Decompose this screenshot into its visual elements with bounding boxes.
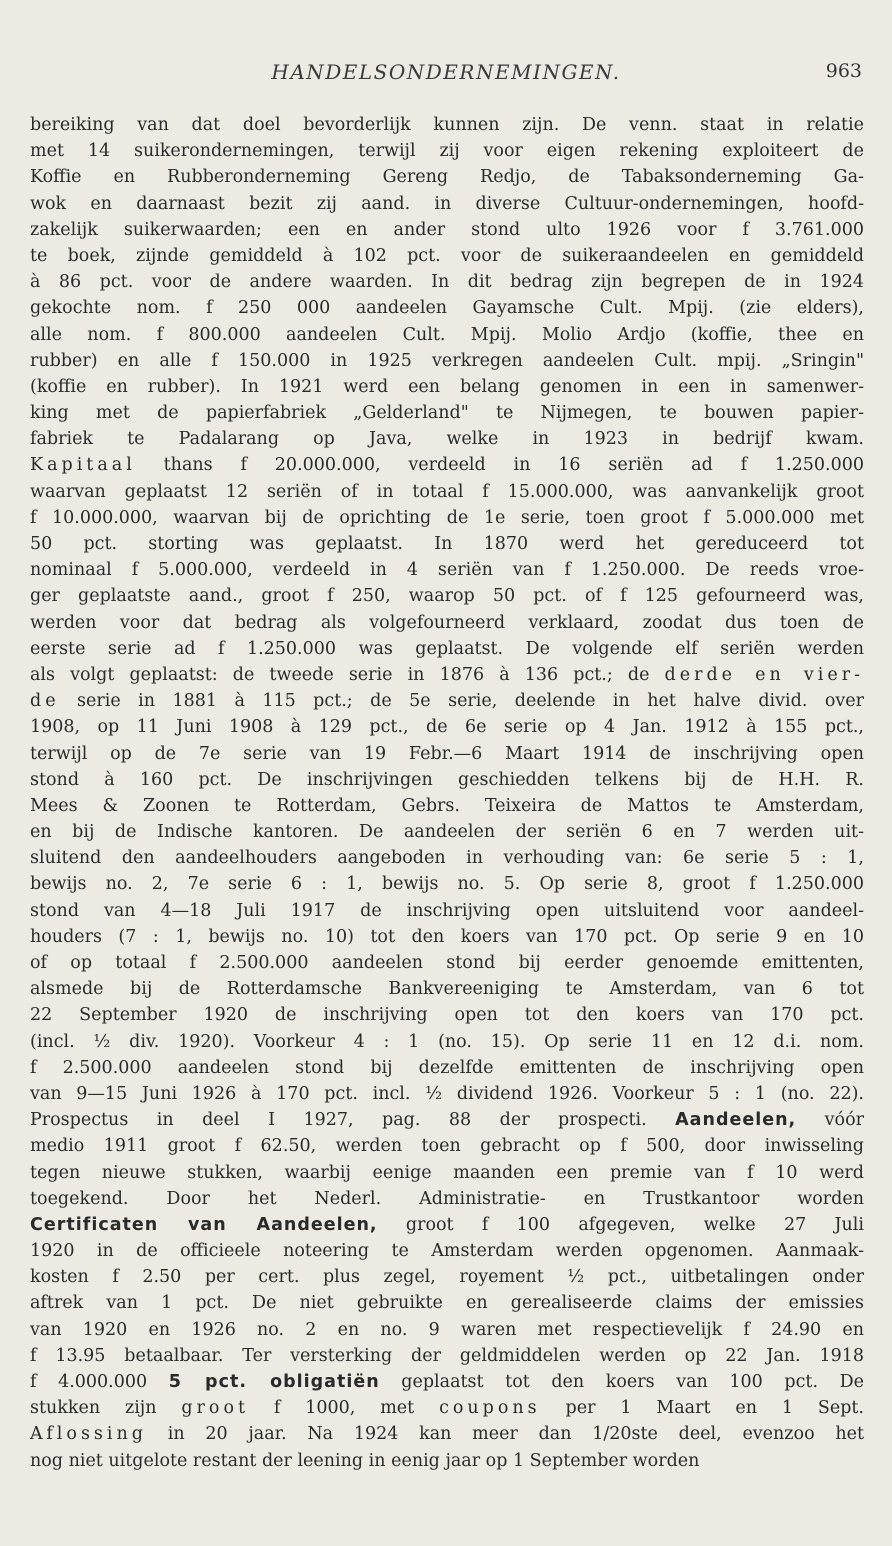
page-header [0, 60, 892, 90]
text-line: Mees & Zoonen te Rotterdam, Gebrs. Teixeira de Mattos te Amsterdam, [30, 795, 864, 816]
text-line: houders (7 : 1, bewijs no. 10) tot den koers van 170 pct. Op serie 9 en 10 [30, 926, 864, 947]
text-line: gekochte nom. f 250 000 aandeelen Gayamsche Cult. Mpij. (zie elders), [30, 298, 864, 319]
text-line: nominaal f 5.000.000, verdeeld in 4 seriën van f 1.250.000. De reeds vroe- [30, 560, 864, 581]
body-text [30, 112, 864, 1474]
bold-heading: 5 pct. obligatiën [168, 1372, 380, 1392]
text-line: terwijl op de 7e serie van 19 Febr.—6 Maart 1914 de inschrijving open [30, 743, 864, 764]
text-line: fabriek te Padalarang op Java, welke in 1923 in bedrijf kwam. [30, 429, 864, 450]
text-line: de serie in 1881 à 115 pct.; de 5e serie, deelende in het halve divid. over [30, 691, 864, 712]
bold-heading: Aandeelen, [675, 1110, 797, 1131]
text-line: stond à 160 pct. De inschrijvingen geschiedden telkens bij de H.H. R. [30, 769, 864, 790]
text-line: zakelijk suikerwaarden; een en ander stond ulto 1926 voor f 3.761.000 [30, 219, 864, 240]
text-line: werden voor dat bedrag als volgefourneerd verklaard, zoodat dus toen de [30, 612, 864, 633]
text-line: kosten f 2.50 per cert. plus zegel, royement ½ pct., uitbetalingen onder [30, 1267, 864, 1288]
text-line: Prospectus in deel I 1927, pag. 88 der prospecti. Aandeelen, vóór [30, 1110, 864, 1131]
text-line: van 1920 en 1926 no. 2 en no. 9 waren met respectievelijk f 24.90 en [30, 1319, 864, 1340]
spaced-emphasis: de [30, 691, 60, 712]
text-line: als volgt geplaatst: de tweede serie in 1876 à 136 pct.; de derde en vier- [30, 664, 864, 685]
text-line: alle nom. f 800.000 aandeelen Cult. Mpij. Molio Ardjo (koffie, thee en [30, 324, 864, 345]
running-title: HANDELSONDERNEMINGEN. [271, 60, 621, 84]
text-line: alsmede bij de Rotterdamsche Bankvereeniging te Amsterdam, van 6 tot [30, 979, 864, 1000]
bold-heading: Certificaten van Aandeelen, [30, 1214, 378, 1235]
text-line: nog niet uitgelote restant der leening in eenig jaar op 1 September worden [30, 1450, 700, 1471]
text-line: waarvan geplaatst 12 seriën of in totaal f 15.000.000, was aanvankelijk groot [30, 481, 864, 502]
text-line: tegen nieuwe stukken, waarbij eenige maanden een premie van f 10 werd [30, 1162, 864, 1183]
text-line: te boek, zijnde gemiddeld à 102 pct. voor de suikeraandeelen en gemiddeld [30, 245, 864, 266]
text-line: Certificaten van Aandeelen, groot f 100 afgegeven, welke 27 Juli [30, 1214, 864, 1235]
text-line: king met de papierfabriek „Gelderland" te Nijmegen, te bouwen papier- [30, 403, 864, 424]
text-line: van 9—15 Juni 1926 à 170 pct. incl. ½ dividend 1926. Voorkeur 5 : 1 (no. 22). [30, 1083, 864, 1104]
text-line: toegekend. Door het Nederl. Administratie- en Trustkantoor worden [30, 1188, 864, 1209]
text-line: f 4.000.000 5 pct. obligatiën geplaatst tot den koers van 100 pct. De [30, 1372, 864, 1392]
spaced-emphasis: coupons [439, 1398, 541, 1419]
text-line: met 14 suikerondernemingen, terwijl zij voor eigen rekening exploiteert de [30, 141, 864, 162]
text-line: sluitend den aandeelhouders aangeboden in verhouding van: 6e serie 5 : 1, [30, 848, 864, 869]
text-line: Kapitaal thans f 20.000.000, verdeeld in 16 seriën ad f 1.250.000 [30, 455, 864, 476]
text-line: ger geplaatste aand., groot f 250, waarop 50 pct. of f 125 gefourneerd was, [30, 586, 864, 607]
text-line: wok en daarnaast bezit zij aand. in diverse Cultuur-ondernemingen, hoofd- [30, 193, 864, 214]
text-line: f 2.500.000 aandeelen stond bij dezelfde emittenten de inschrijving open [30, 1057, 864, 1078]
text-line: 22 September 1920 de inschrijving open tot den koers van 170 pct. [30, 1005, 864, 1026]
text-line: Koffie en Rubberonderneming Gereng Redjo, de Tabaksonderneming Ga- [30, 167, 864, 188]
text-line: (koffie en rubber). In 1921 werd een belang genomen in een in samenwer- [30, 376, 864, 397]
text-line: medio 1911 groot f 62.50, werden toen gebracht op f 500, door inwisseling [30, 1136, 864, 1157]
text-line: 50 pct. storting was geplaatst. In 1870 werd het gereduceerd tot [30, 534, 864, 554]
text-line: 1908, op 11 Juni 1908 à 129 pct., de 6e serie op 4 Jan. 1912 à 155 pct., [30, 717, 864, 738]
text-line: stond van 4—18 Juli 1917 de inschrijving open uitsluitend voor aandeel- [30, 900, 864, 921]
spaced-emphasis: Aflossing [30, 1424, 147, 1445]
text-line: (incl. ½ div. 1920). Voorkeur 4 : 1 (no. 15). Op serie 11 en 12 d.i. nom. [30, 1031, 864, 1052]
text-line: stukken zijn groot f 1000, met coupons per 1 Maart en 1 Sept. [30, 1398, 864, 1419]
text-line: en bij de Indische kantoren. De aandeelen der seriën 6 en 7 werden uit- [30, 822, 864, 843]
spaced-emphasis: groot [181, 1398, 250, 1419]
text-line: eerste serie ad f 1.250.000 was geplaatst. De volgende elf seriën werden [30, 638, 864, 659]
text-line: Aflossing in 20 jaar. Na 1924 kan meer dan 1/20ste deel, evenzoo het [30, 1424, 864, 1445]
text-line: f 10.000.000, waarvan bij de oprichting de 1e serie, toen groot f 5.000.000 met [30, 507, 864, 528]
spaced-emphasis: derde en vier- [664, 664, 864, 685]
text-line: f 13.95 betaalbaar. Ter versterking der geldmiddelen werden op 22 Jan. 1918 [30, 1345, 864, 1366]
spaced-emphasis: Kapitaal [30, 455, 136, 476]
text-line: bereiking van dat doel bevorderlijk kunnen zijn. De venn. staat in relatie [30, 115, 864, 135]
text-line: bewijs no. 2, 7e serie 6 : 1, bewijs no. 5. Op serie 8, groot f 1.250.000 [30, 874, 864, 895]
text-line: of op totaal f 2.500.000 aandeelen stond bij eerder genoemde emittenten, [30, 953, 864, 973]
text-line: à 86 pct. voor de andere waarden. In dit bedrag zijn begrepen de in 1924 [30, 272, 864, 293]
text-line: aftrek van 1 pct. De niet gebruikte en gerealiseerde claims der emissies [30, 1293, 864, 1314]
text-line: rubber) en alle f 150.000 in 1925 verkregen aandeelen Cult. mpij. „Sringin" [30, 350, 864, 371]
page-number: 963 [825, 60, 862, 82]
text-line: 1920 in de officieele noteering te Amsterdam werden opgenomen. Aanmaak- [30, 1241, 864, 1262]
